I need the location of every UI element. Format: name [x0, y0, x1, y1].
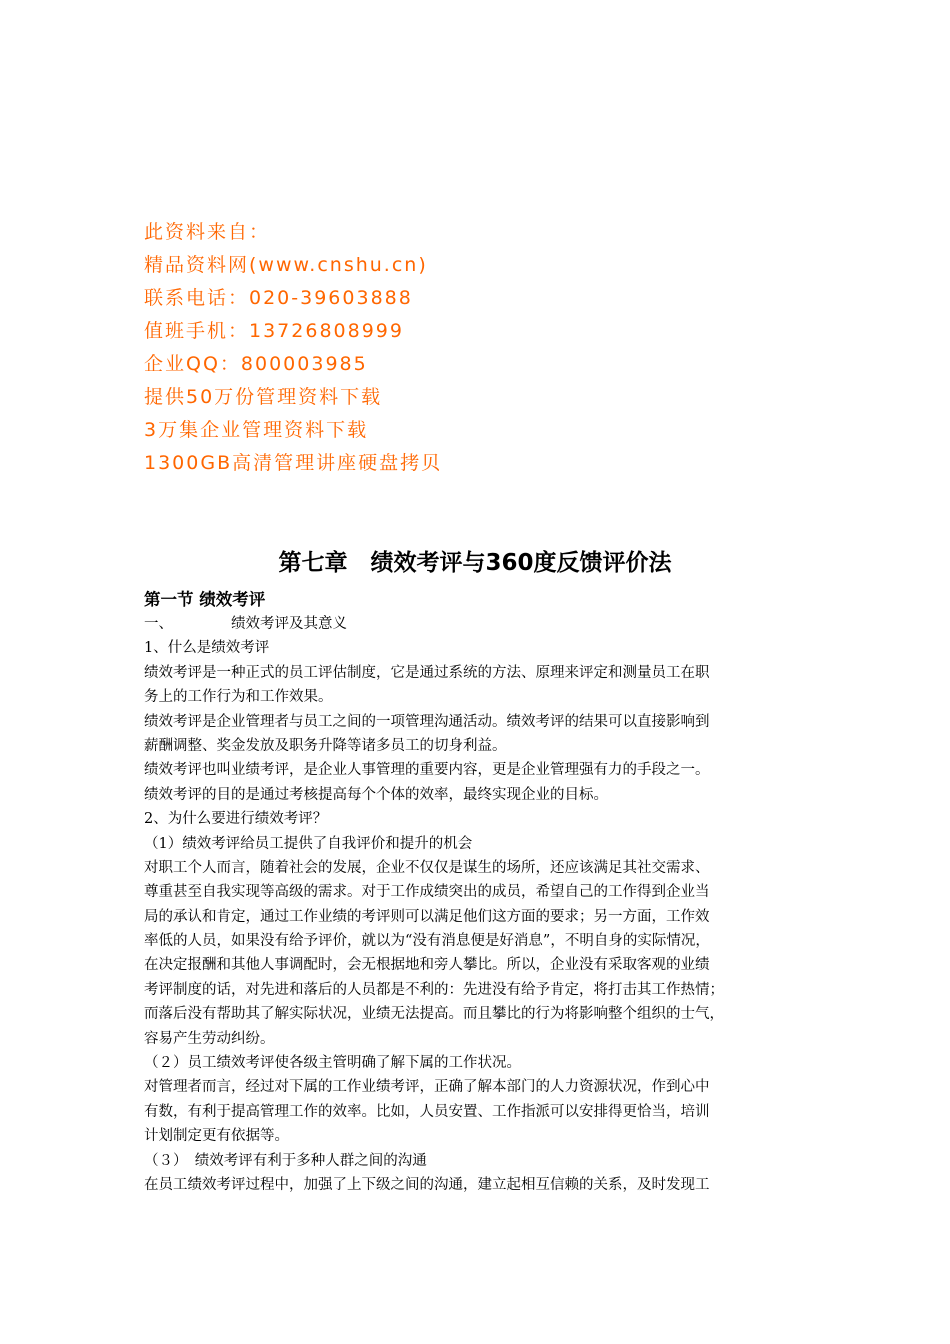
text-line: 计划制定更有依据等。 — [144, 1128, 289, 1145]
text-line: （３） 绩效考评有利于多种人群之间的沟通 — [144, 1152, 427, 1169]
promo-qq: 企业QQ：800003985 — [144, 353, 368, 375]
text-line: 率低的人员，如果没有给予评价，就以为“没有消息便是好消息”，不明自身的实际情况， — [144, 933, 710, 950]
promo-offer-videos: 3万集企业管理资料下载 — [144, 419, 369, 441]
promo-offer-lectures: 1300GB高清管理讲座硬盘拷贝 — [144, 452, 443, 474]
promo-website: 精品资料网(www.cnshu.cn) — [144, 254, 428, 276]
text-line: 局的承认和肯定，通过工作业绩的考评则可以满足他们这方面的要求；另一方面，工作效 — [144, 908, 710, 925]
heading-one-text: 绩效考评及其意义 — [231, 616, 347, 632]
text-line: 务上的工作行为和工作效果。 — [144, 689, 333, 706]
text-line: 在决定报酬和其他人事调配时，会无根据地和旁人攀比。所以，企业没有采取客观的业绩 — [144, 957, 710, 974]
promo-source-label: 此资料来自： — [144, 221, 271, 243]
text-line: 对管理者而言，经过对下属的工作业绩考评，正确了解本部门的人力资源状况，作到心中 — [144, 1079, 710, 1096]
text-line: 在员工绩效考评过程中，加强了上下级之间的沟通，建立起相互信赖的关系，及时发现工 — [144, 1176, 710, 1193]
chapter-title: 第七章 绩效考评与360度反馈评价法 — [278, 550, 672, 576]
text-line: 薪酬调整、奖金发放及职务升降等诸多员工的切身利益。 — [144, 737, 507, 754]
text-line: 绩效考评也叫业绩考评，是企业人事管理的重要内容，更是企业管理强有力的手段之一。 — [144, 762, 710, 779]
section-title: 第一节 绩效考评 — [144, 590, 266, 609]
text-line: 考评制度的话，对先进和落后的人员都是不利的：先进没有给予肯定，将打击其工作热情； — [144, 981, 724, 998]
text-line: 有数，有利于提高管理工作的效率。比如，人员安置、工作指派可以安排得更恰当，培训 — [144, 1103, 710, 1120]
text-line: （1）绩效考评给员工提供了自我评价和提升的机会 — [144, 835, 473, 852]
text-line: 对职工个人而言，随着社会的发展，企业不仅仅是谋生的场所，还应该满足其社交需求、 — [144, 859, 710, 876]
promo-mobile: 值班手机：13726808999 — [144, 320, 404, 342]
text-line: 而落后没有帮助其了解实际状况，业绩无法提高。而且攀比的行为将影响整个组织的士气， — [144, 1006, 724, 1023]
text-line: 容易产生劳动纠纷。 — [144, 1030, 275, 1047]
text-line: 绩效考评的目的是通过考核提高每个个体的效率，最终实现企业的目标。 — [144, 786, 608, 803]
text-line: 绩效考评是一种正式的员工评估制度，它是通过系统的方法、原理来评定和测量员工在职 — [144, 664, 710, 681]
text-line: 绩效考评是企业管理者与员工之间的一项管理沟通活动。绩效考评的结果可以直接影响到 — [144, 713, 710, 730]
text-line: 2、为什么要进行绩效考评？ — [144, 811, 328, 828]
promo-offer-docs: 提供50万份管理资料下载 — [144, 386, 383, 408]
heading-one-number: 一、 — [144, 616, 173, 632]
document-body — [144, 587, 809, 1197]
text-line: 尊重甚至自我实现等高级的需求。对于工作成绩突出的成员，希望自己的工作得到企业当 — [144, 884, 710, 901]
promo-phone: 联系电话：020-39603888 — [144, 287, 413, 309]
text-line: 1、什么是绩效考评 — [144, 640, 270, 657]
promo-block — [144, 216, 844, 480]
heading-one — [144, 612, 809, 636]
text-line: （２）员工绩效考评使各级主管明确了解下属的工作状况。 — [144, 1055, 521, 1072]
